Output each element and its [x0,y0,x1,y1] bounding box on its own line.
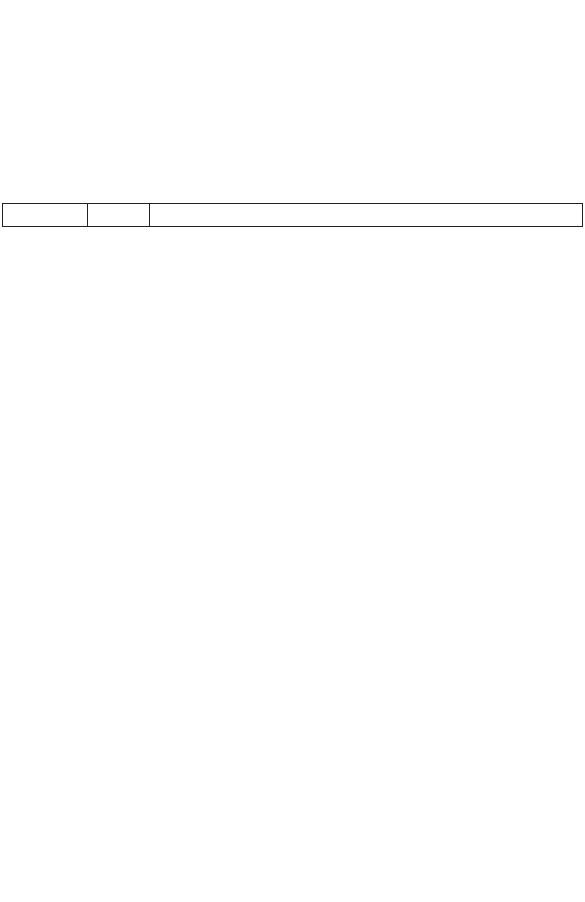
header-grade [88,204,150,227]
table-header-row [3,204,583,227]
header-criteria [150,204,583,227]
qualification-table [2,203,583,227]
header-kind [3,204,88,227]
remarks [4,848,582,853]
